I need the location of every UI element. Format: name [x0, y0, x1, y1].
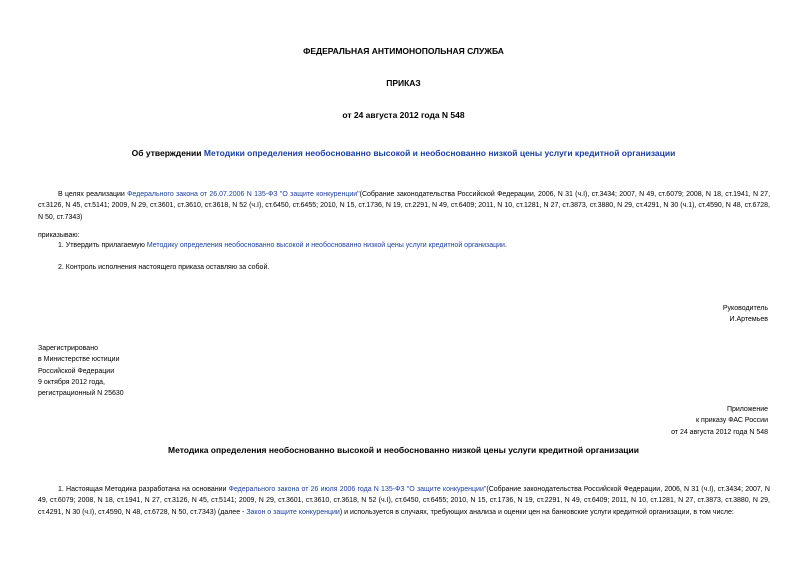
competition-law-link[interactable]: Федерального закона от 26 июля 2006 года N 135-ФЗ "О защите конкуренции" [228, 486, 487, 493]
doc-type-heading: ПРИКАЗ [386, 78, 421, 88]
registration-line: Российской Федерации [38, 367, 115, 375]
federal-law-link[interactable]: Федерального закона от 26.07.2006 N 135-ФЗ "О защите конкуренции" [127, 191, 360, 198]
order-title [0, 148, 807, 158]
order-item-2: 2. Контроль исполнения настоящего приказа оставляю за собой. [58, 264, 270, 271]
method-p1-text-after: ) и используется в случаях, требующих анализа и оценки цен на банковские услуги кредитной организации, в том числе: [339, 508, 734, 516]
order-date-number: от 24 августа 2012 года N 548 [342, 110, 465, 120]
appendix-block [560, 404, 768, 438]
agency-heading: ФЕДЕРАЛЬНАЯ АНТИМОНОПОЛЬНАЯ СЛУЖБА [303, 46, 504, 56]
order-title-prefix: Об утверждении [131, 148, 204, 158]
preamble-text-before: В целях реализации [58, 191, 128, 198]
method-p1-text-mid: (Собрание законодательства Российской Федерации, 2006, N 31 (ч.I), ст.3434; 2007, N 49, ст.6079; 2008, N 18, ст.1941, N 27, ст.3126, N 45, ст.5141; 2009, N 29, ст.3601, ст.3610, ст.3618, N 52 (ч.I), ст.6450, ст.6455; 2010, N 15, ст.1736, N 19, ст.2291, N 49, ст.6409; 2011, N 10, ст.1281, N 27, ст.3873, ст.3880, N 29, ст.4291, N 30 (ч.I), ст.4590, N 48, ст.6728, N 50, ст.7343) (далее - [38, 486, 770, 516]
competition-law-short-link[interactable]: Закон о защите конкуренции [246, 508, 340, 516]
registration-line: в Министерстве юстиции [38, 356, 120, 364]
method-p1-text-before: 1. Настоящая Методика разработана на основании [58, 486, 229, 493]
item1-text-after: . [504, 242, 507, 249]
methodology-title-link[interactable]: Методики определения необоснованно высокой и необоснованно низкой цены услуги кредитной организации [203, 148, 676, 158]
appendix-line: к приказу ФАС России [696, 417, 768, 425]
appendix-line: Приложение [726, 406, 768, 413]
registration-block [38, 343, 124, 399]
registration-line: регистрационный N 25630 [38, 390, 124, 398]
appendix-line: от 24 августа 2012 года N 548 [671, 428, 768, 436]
signature-name: И.Артемьев [729, 316, 768, 323]
methodology-heading: Методика определения необоснованно высокой и необоснованно низкой цены услуги кредитной организации [168, 445, 639, 455]
order-word: приказываю: [38, 232, 80, 239]
methodology-link[interactable]: Методику определения необоснованно высокой и необоснованно низкой цены услуги кредитной организации [146, 242, 505, 249]
methodology-paragraph-1 [38, 484, 770, 518]
item1-text-before: 1. Утвердить прилагаемую [58, 242, 147, 249]
registration-line: Зарегистрировано [38, 345, 98, 352]
registration-line: 9 октября 2012 года, [38, 378, 106, 386]
order-item-1 [58, 240, 770, 251]
preamble-paragraph [38, 189, 770, 223]
preamble-text-after: (Собрание законодательства Российской Федерации, 2006, N 31 (ч.I), ст.3434; 2007, N 49, ст.6079; 2008, N 18, ст.1941, N 27, ст.3126, N 45, ст.5141; 2009, N 29, ст.3601, ст.3610, ст.3618, N 52 (ч.I), ст.6450, ст.6455; 2010, N 15, ст.1736, N 19, ст.2291, N 49, ст.6409; 2011, N 10, ст.1281, N 27, ст.3873, ст.3880, N 29, ст.4291, N 30 (ч.1), ст.4590, N 48, ст.6728, N 50, ст.7343) [38, 191, 771, 221]
signature-position: Руководитель [722, 305, 768, 312]
